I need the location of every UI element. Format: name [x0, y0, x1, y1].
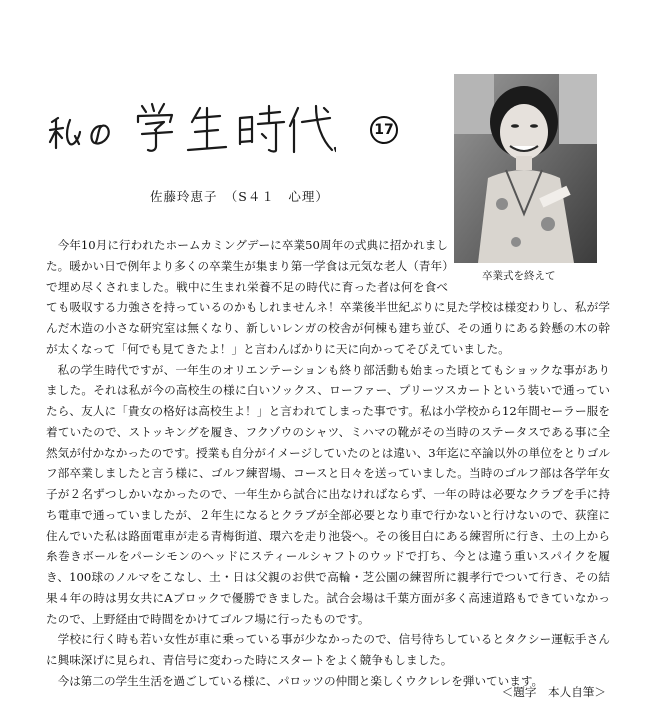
paragraph: 学校に行く時も若い女性が車に乗っている事が少なかったので、信号待ちしているとタクシー運転手さんに興味深げに見られ、青信号に変わった時にスタートをよく競争もしました。: [46, 632, 610, 667]
paragraph: 今年10月に行われたホームカミングデーに卒業50周年の式典に招かれました。暖かい日で例年より多くの卒業生が集まり第一学食は元気な老人（青年）で埋め尽くされました。戦中に生まれ栄養不足の時代に育った者は何を食べても吸収する力強さを持っているのかもしれませんネ！卒業後半世紀ぶりに見た学校は様変わりし、私が学んだ木造の小さな研究室は無くなり、新しいレンガの校舎が何棟も建ち並び、その通りにある鈴懸の木の幹が太くなって「何でも見てきたよ！」と言わんばかりに天に向かってそびえていました。: [46, 238, 610, 356]
photo-caption: 卒業式を終えて: [482, 270, 556, 282]
photo-float-spacer: [448, 235, 610, 292]
title-calligraphy-credit: ＜題字 本人自筆＞: [501, 685, 606, 699]
article-body: [46, 235, 610, 692]
author-line: 佐藤玲恵子 （S４１ 心理）: [150, 189, 329, 204]
paragraph: 今は第二の学生生活を過ごしている様に、パロッツの仲間と楽しくウクレレを弾いています。: [57, 673, 544, 688]
handwritten-title: [46, 98, 336, 158]
calligraphy-title-image: [46, 98, 336, 158]
series-number-badge: 17: [370, 116, 398, 144]
paragraph: 私の学生時代ですが、一年生のオリエンテーションも終り部活動も始まった頃とてもショックな事がありました。それは私が今の高校生の様に白いソックス、ローファー、プリーツスカートという装いで通っていたら、友人に「貴女の格好は高校生よ！」と言われてしまった事です。私は小学校から12年間セーラー服を着ていたので、ストッキングを履き、フクゾウのシャツ、ミハマの靴がその当時のステータスである事に全然気が付かなかったのです。授業も自分がイメージしていたのとは違い、3年迄に卒論以外の単位をとりゴルフ部卒業しましたと言う様に、ゴルフ練習場、コースと日々を送っていました。当時のゴルフ部は各学年女子が２名ずつしかいなかったので、一年生から試合に出なければならず、一年の時は必要なクラブを手に持ち電車で通っていましたが、２年生になるとクラブが全部必要となり車で行かないと行けないので、荻窪に住んでいた私は路面電車が走る青梅街道、環六を走り池袋へ。その後目白にある練習所に行き、土の上から糸巻きボールをパーシモンのヘッドにスティールシャフトのウッドで打ち、今とは違う重いスパイクを履き、100球のノルマをこなし、土・日は父親のお供で高輪・芝公園の練習所に親孝行でついて行き、その結果４年の時は男女共にAブロックで優勝できました。試合会場は千葉方面が多く高速道路もできていなかったので、上野経由で時間をかけてゴルフ場に行ったものです。: [46, 362, 610, 626]
